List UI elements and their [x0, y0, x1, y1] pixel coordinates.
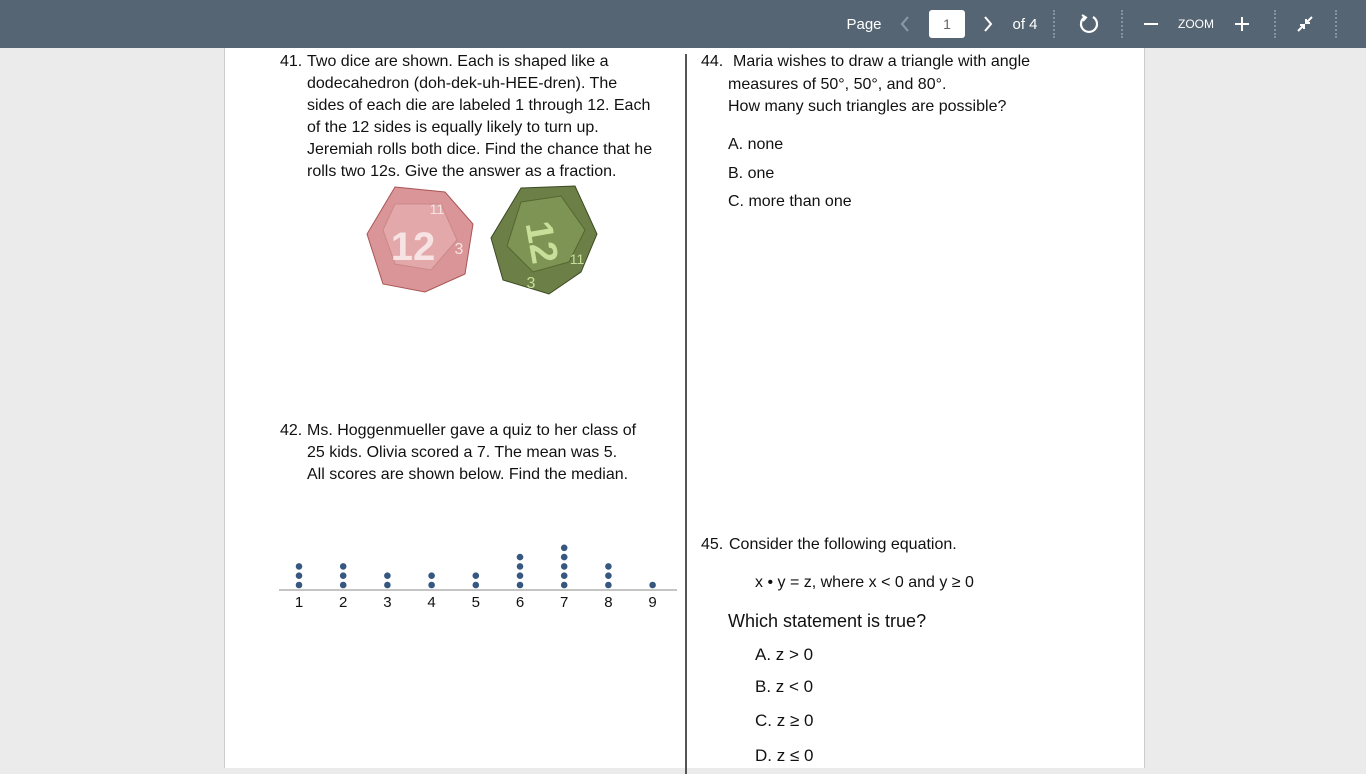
tick-label: 4 — [427, 594, 436, 611]
question-number: 45. — [701, 536, 724, 553]
data-dot — [517, 563, 524, 570]
question-text: Jeremiah rolls both dice. Find the chance that he — [307, 141, 653, 158]
chevron-right-icon — [982, 15, 994, 33]
question-text: Ms. Hoggenmueller gave a quiz to her class of — [307, 422, 637, 439]
exit-fullscreen-button[interactable] — [1292, 0, 1318, 48]
data-dot — [561, 554, 568, 561]
question-text: dodecahedron (doh-dek-uh-HEE-dren). The — [307, 75, 618, 92]
data-dot — [605, 572, 612, 579]
toolbar-divider — [1335, 10, 1337, 38]
question-text: of the 12 sides is equally likely to turn up. — [307, 119, 599, 136]
answer-option: B. one — [728, 165, 775, 182]
red-die — [367, 187, 473, 292]
data-dot — [561, 563, 568, 570]
tick-label: 2 — [339, 594, 348, 611]
data-dot — [296, 563, 303, 570]
answer-option: A. z > 0 — [755, 645, 814, 664]
data-dot — [340, 582, 347, 589]
question-text: measures of 50°, 50°, and 80°. — [728, 76, 947, 93]
data-dot — [384, 582, 391, 589]
chevron-left-icon — [899, 15, 911, 33]
toolbar-divider — [1121, 10, 1123, 38]
answer-option: C. more than one — [728, 193, 852, 210]
data-dot — [605, 582, 612, 589]
data-dot — [428, 582, 435, 589]
data-dot — [517, 554, 524, 561]
data-dot — [517, 572, 524, 579]
question-text: rolls two 12s. Give the answer as a fraction. — [307, 163, 617, 180]
svg-text:12: 12 — [516, 217, 566, 267]
data-dot — [340, 572, 347, 579]
tick-label: 5 — [471, 594, 480, 611]
answer-option: A. none — [728, 136, 784, 153]
data-dot — [296, 582, 303, 589]
svg-text:3: 3 — [454, 241, 464, 258]
question-number: 41. — [280, 53, 303, 70]
question-text: How many such triangles are possible? — [728, 98, 1007, 115]
zoom-label: ZOOM — [1178, 17, 1214, 31]
zoom-in-button[interactable] — [1229, 0, 1255, 48]
answer-option: C. z ≥ 0 — [755, 711, 814, 730]
question-text: 25 kids. Olivia scored a 7. The mean was 5. — [307, 444, 618, 461]
tick-label: 7 — [560, 594, 569, 611]
pdf-page — [224, 48, 1145, 768]
data-dot — [296, 572, 303, 579]
question-text: Which statement is true? — [728, 611, 927, 631]
data-dot — [517, 582, 524, 589]
tick-label: 6 — [515, 594, 525, 611]
data-dot — [649, 582, 656, 589]
data-dot — [428, 572, 435, 579]
data-dot — [384, 572, 391, 579]
page-label: Page — [846, 15, 882, 33]
tick-label: 9 — [648, 594, 657, 611]
tick-label: 3 — [383, 594, 392, 611]
svg-text:3: 3 — [526, 275, 536, 292]
previous-page-button[interactable] — [893, 0, 917, 48]
dice-image — [365, 184, 605, 296]
rotate-button[interactable] — [1074, 0, 1104, 48]
svg-text:11: 11 — [429, 201, 445, 217]
data-dot — [561, 582, 568, 589]
svg-text:12: 12 — [390, 225, 436, 269]
column-divider — [685, 54, 687, 774]
tick-label: 1 — [294, 594, 304, 611]
data-dot — [605, 563, 612, 570]
data-dot — [473, 572, 480, 579]
question-number: 44. — [701, 53, 724, 70]
question-number: 42. — [280, 422, 303, 439]
dot-plot — [275, 538, 685, 613]
answer-option: B. z < 0 — [755, 677, 814, 696]
tick-label: 8 — [604, 594, 613, 611]
question-text: Consider the following equation. — [729, 536, 957, 553]
question-41 — [280, 51, 652, 183]
next-page-button[interactable] — [976, 0, 1000, 48]
data-dot — [561, 545, 568, 552]
question-42 — [280, 420, 636, 486]
pdf-toolbar — [0, 0, 1366, 48]
question-text: Maria wishes to draw a triangle with angle — [733, 53, 1031, 70]
zoom-out-button[interactable] — [1138, 0, 1164, 48]
green-die — [491, 186, 597, 294]
toolbar-divider — [1053, 10, 1055, 38]
data-dot — [473, 582, 480, 589]
minus-icon — [1143, 16, 1159, 32]
equation: x • y = z, where x < 0 and y ≥ 0 — [755, 574, 974, 591]
question-text: All scores are shown below. Find the median. — [307, 466, 629, 483]
data-dot — [561, 572, 568, 579]
svg-text:11: 11 — [569, 251, 585, 267]
page-number-input[interactable] — [929, 10, 965, 38]
rotate-icon — [1078, 13, 1100, 35]
toolbar-divider — [1274, 10, 1276, 38]
data-dot — [340, 563, 347, 570]
question-44 — [701, 51, 1030, 118]
plus-icon — [1234, 16, 1250, 32]
question-text: sides of each die are labeled 1 through 12. Each — [307, 97, 651, 114]
answer-option: D. z ≤ 0 — [755, 746, 814, 765]
question-text: Two dice are shown. Each is shaped like a — [307, 53, 609, 70]
collapse-icon — [1296, 15, 1314, 33]
page-total: of 4 — [1012, 15, 1038, 33]
